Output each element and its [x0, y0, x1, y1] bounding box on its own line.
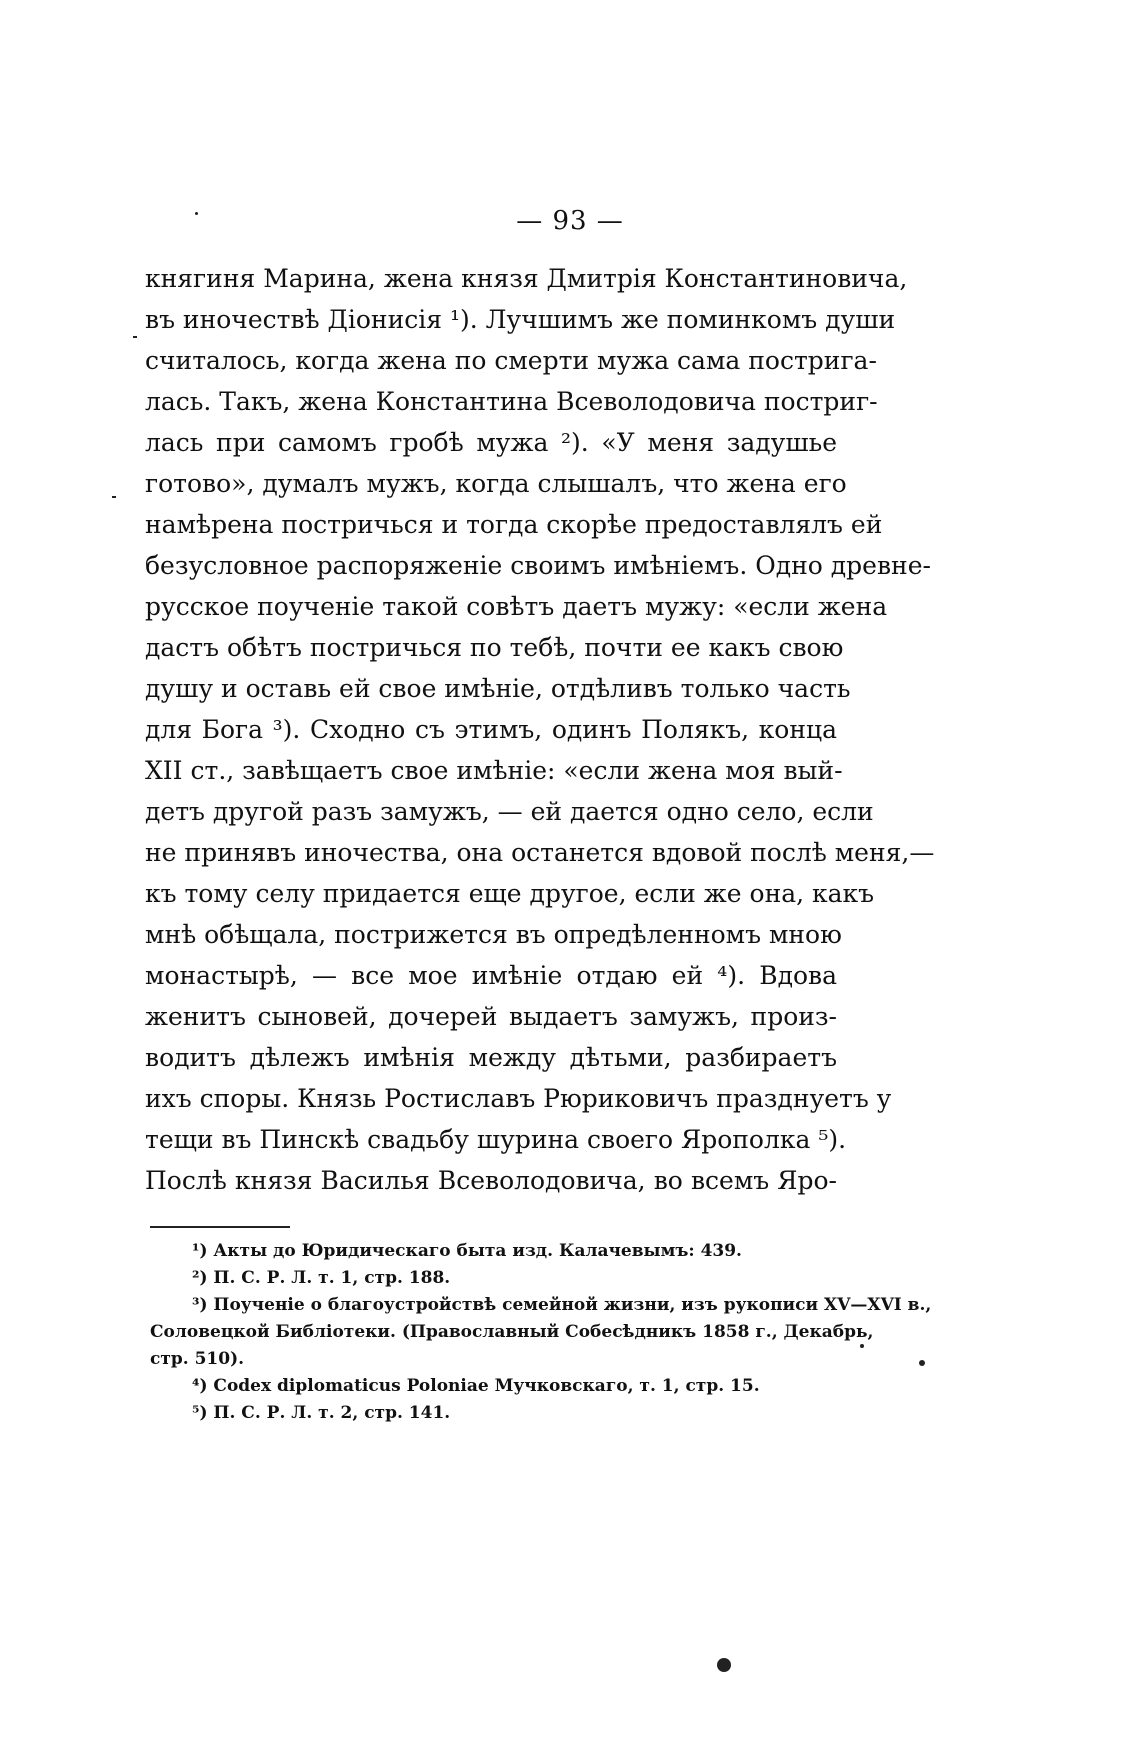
- text-line: къ тому селу придается еще другое, если же она, какъ: [145, 879, 875, 908]
- text-line: княгиня Марина, жена князя Дмитрія Константиновича,: [145, 264, 908, 293]
- ink-speck: [133, 336, 137, 338]
- footnote-line: ³) Поученіе о благоустройствѣ семейной жизни, изъ рукописи XV—XVI в.,: [192, 1295, 932, 1315]
- text-line: въ иночествѣ Діонисія ¹). Лучшимъ же поминкомъ души: [145, 305, 896, 334]
- text-line: не принявъ иночества, она останется вдовой послѣ меня,—: [145, 838, 935, 867]
- text-line: душу и оставь ей свое имѣніе, отдѣливъ только часть: [145, 674, 851, 703]
- text-line: монастырѣ, — все мое имѣніе отдаю ей ⁴). Вдова: [145, 961, 837, 990]
- ink-speck: [919, 1360, 925, 1366]
- footnote-line: ¹) Акты до Юридическаго быта изд. Калачевымъ: 439.: [192, 1241, 742, 1261]
- text-line: лась при самомъ гробѣ мужа ²). «У меня задушье: [145, 428, 837, 457]
- ink-speck: [195, 212, 198, 215]
- page-number: — 93 —: [516, 206, 624, 236]
- footnote-line: стр. 510).: [150, 1349, 245, 1369]
- text-line: женитъ сыновей, дочерей выдаетъ замужъ, произ-: [145, 1002, 837, 1031]
- ink-speck: [717, 1658, 731, 1672]
- text-line: ихъ споры. Князь Ростиславъ Рюриковичъ празднуетъ у: [145, 1084, 892, 1113]
- text-line: лась. Такъ, жена Константина Всеволодовича постриг-: [145, 387, 878, 416]
- footnote-line: ²) П. С. Р. Л. т. 1, стр. 188.: [192, 1268, 451, 1288]
- text-line: безусловное распоряженіе своимъ имѣніемъ. Одно древне-: [145, 551, 931, 580]
- text-line: дастъ обѣтъ постричься по тебѣ, почти ее какъ свою: [145, 633, 844, 662]
- text-line: считалось, когда жена по смерти мужа сама постригa-: [145, 346, 877, 375]
- text-line: для Бога ³). Сходно съ этимъ, одинъ Полякъ, конца: [145, 715, 837, 744]
- main-text: [145, 258, 935, 1201]
- text-line: водитъ дѣлежъ имѣнія между дѣтьми, разбираетъ: [145, 1043, 837, 1072]
- text-line: готово», думалъ мужъ, когда слышалъ, что жена его: [145, 469, 847, 498]
- text-line: тещи въ Пинскѣ свадьбу шурина своего Ярополка ⁵).: [145, 1125, 847, 1154]
- footnote-line: ⁵) П. С. Р. Л. т. 2, стр. 141.: [192, 1403, 451, 1423]
- text-line: русское поученіе такой совѣтъ даетъ мужу: «если жена: [145, 592, 888, 621]
- text-line: намѣрена постричься и тогда скорѣе предоставлялъ ей: [145, 510, 883, 539]
- text-line: Послѣ князя Василья Всеволодовича, во всемъ Яро-: [145, 1166, 837, 1195]
- ink-speck: [112, 496, 116, 498]
- text-line: XII ст., завѣщаетъ свое имѣніе: «если жена моя вый-: [145, 756, 843, 785]
- text-line: мнѣ обѣщала, пострижется въ опредѣленномъ мною: [145, 920, 842, 949]
- ink-speck: [860, 1344, 864, 1348]
- footnote-line: Соловецкой Библіотеки. (Православный Собесѣдникъ 1858 г., Декабрь,: [150, 1322, 874, 1342]
- footnote-line: ⁴) Codex diplomaticus Poloniae Мучковскаго, т. 1, стр. 15.: [192, 1376, 760, 1396]
- footnote-divider: [150, 1226, 290, 1228]
- footnotes: [150, 1238, 932, 1427]
- text-line: детъ другой разъ замужъ, — ей дается одно село, если: [145, 797, 874, 826]
